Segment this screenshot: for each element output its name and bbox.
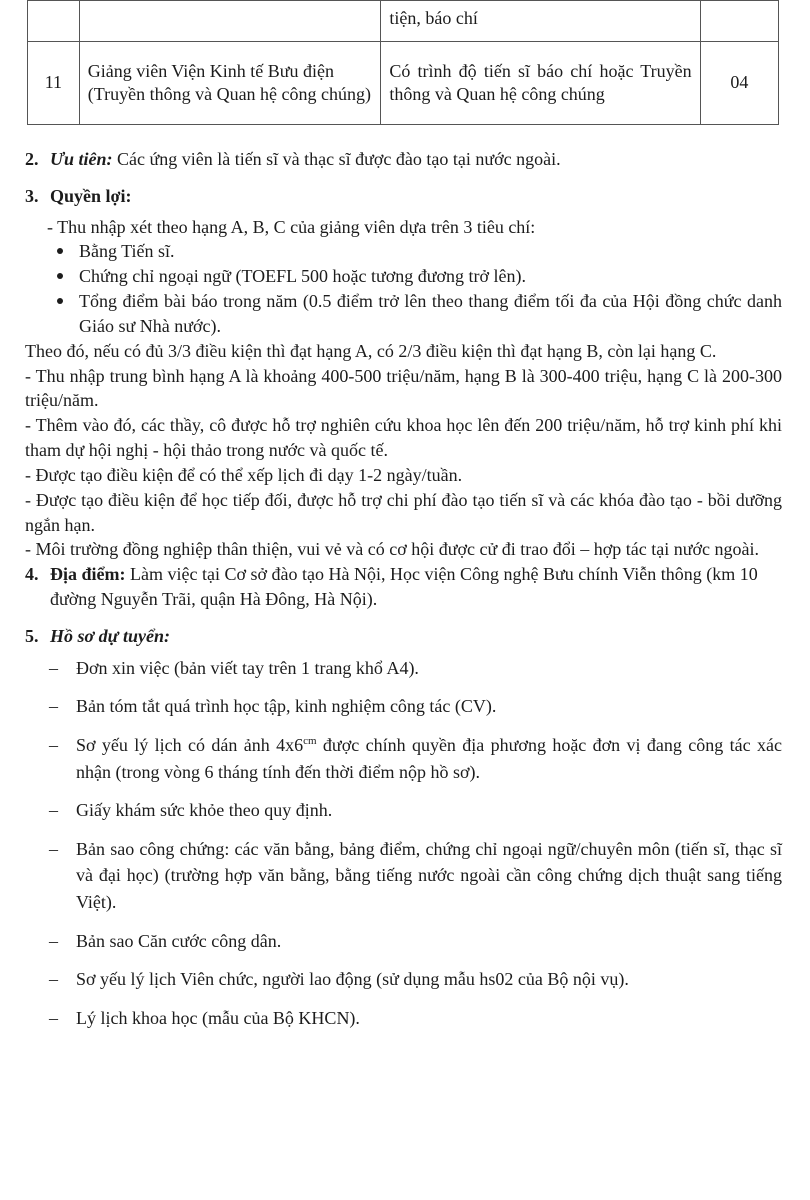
requirement-cell: tiện, báo chí [381,1,700,42]
positions-table [27,0,779,125]
benefits-paragraph: - Được tạo điều kiện để có thể xếp lịch đi dạy 1-2 ngày/tuần. [25,464,463,485]
requirement-cell: Có trình độ tiến sĩ báo chí hoặc Truyền thông và Quan hệ công chúng [381,42,700,125]
quantity-cell: 04 [700,42,778,125]
section-benefits-heading [25,184,782,209]
table-row [28,42,779,125]
benefits-paragraph: Theo đó, nếu có đủ 3/3 điều kiện thì đạt hạng A, có 2/3 điều kiện thì đạt hạng B, còn lại hạng C. [25,340,717,361]
criteria-list [25,239,782,338]
location-label: Địa điểm: [50,564,126,585]
list-item: Chứng chỉ ngoại ngữ (TOEFL 500 hoặc tương đương trở lên). [79,264,782,289]
list-item: – Đơn xin việc (bản viết tay trên 1 trang khổ A4). [76,655,782,682]
documents-title: Hồ sơ dự tuyển: [50,625,170,646]
benefits-paragraph: - Được tạo điều kiện để học tiếp đối, được hỗ trợ chi phí đào tạo tiến sĩ và các khóa đào tạo - bồi dưỡng ngắn hạn. [25,489,782,535]
benefits-paragraph: - Thêm vào đó, các thầy, cô được hỗ trợ nghiên cứu khoa học lên đến 200 triệu/năm, hỗ trợ kinh phí khi tham dự hội nghị - hội thảo trong nước và quốc tế. [25,415,782,461]
quantity-cell [700,1,778,42]
list-item: – Giấy khám sức khỏe theo quy định. [76,797,782,824]
list-item: – Sơ yếu lý lịch Viên chức, người lao động (sử dụng mẫu hs02 của Bộ nội vụ). [76,966,782,993]
benefits-intro: - Thu nhập xét theo hạng A, B, C của giảng viên dựa trên 3 tiêu chí: [47,216,536,237]
benefits-paragraph: - Môi trường đồng nghiệp thân thiện, vui vẻ và có cơ hội được cử đi trao đổi – hợp tác tại nước ngoài. [25,539,759,560]
section-documents-heading [25,624,782,649]
location-text: Làm việc tại Cơ sở đào tạo Hà Nội, Học viện Công nghệ Bưu chính Viễn thông (km 10 đường Nguyễn Trãi, quận Hà Đông, Hà Nội). [50,564,758,610]
position-cell [79,1,381,42]
section-number: 5. [25,625,39,646]
documents-list [25,655,782,1032]
row-number-cell [28,1,80,42]
section-number: 4. [25,564,39,585]
unit-superscript: cm [303,734,317,747]
priority-paragraph [50,147,782,172]
list-item [76,732,782,785]
position-cell: Giảng viên Viện Kinh tế Bưu điện (Truyền thông và Quan hệ công chúng) [79,42,381,125]
row-number-cell: 11 [28,42,80,125]
list-item-text: được chính quyền địa phương hoặc đơn vị đang công tác xác nhận (trong vòng 6 tháng tính đến thời điểm nộp hồ sơ). [76,734,782,782]
section-priority [25,147,782,172]
list-item: Bằng Tiến sĩ. [79,239,782,264]
list-item: – Lý lịch khoa học (mẫu của Bộ KHCN). [76,1005,782,1032]
benefits-body [25,215,782,563]
benefits-title: Quyền lợi: [50,185,132,206]
section-location [25,562,782,612]
priority-text: Các ứng viên là tiến sĩ và thạc sĩ được đào tạo tại nước ngoài. [112,149,561,169]
list-item-text: Sơ yếu lý lịch có dán ảnh 4x6 [76,734,304,755]
benefits-paragraph: - Thu nhập trung bình hạng A là khoảng 400-500 triệu/năm, hạng B là 300-400 triệu, hạng C là 200-300 triệu/năm. [25,365,782,411]
list-item: – Bản tóm tắt quá trình học tập, kinh nghiệm công tác (CV). [76,693,782,720]
list-item: – Bản sao công chứng: các văn bằng, bảng điểm, chứng chỉ ngoại ngữ/chuyên môn (tiến sĩ, thạc sĩ và đại học) (trường hợp văn bằng, bằng tiếng nước ngoài cần công chứng dịch thuật sang tiếng Việt). [76,836,782,916]
list-item: Tổng điểm bài báo trong năm (0.5 điểm trở lên theo thang điểm tối đa của Hội đồng chức danh Giáo sư Nhà nước). [79,289,782,339]
list-item: – Bản sao Căn cước công dân. [76,928,782,955]
priority-label: Ưu tiên: [50,149,113,169]
location-paragraph [50,562,782,612]
document-body [25,147,782,1044]
section-number: 3. [25,185,39,206]
section-number: 2. [25,149,39,169]
table-row [28,1,779,42]
